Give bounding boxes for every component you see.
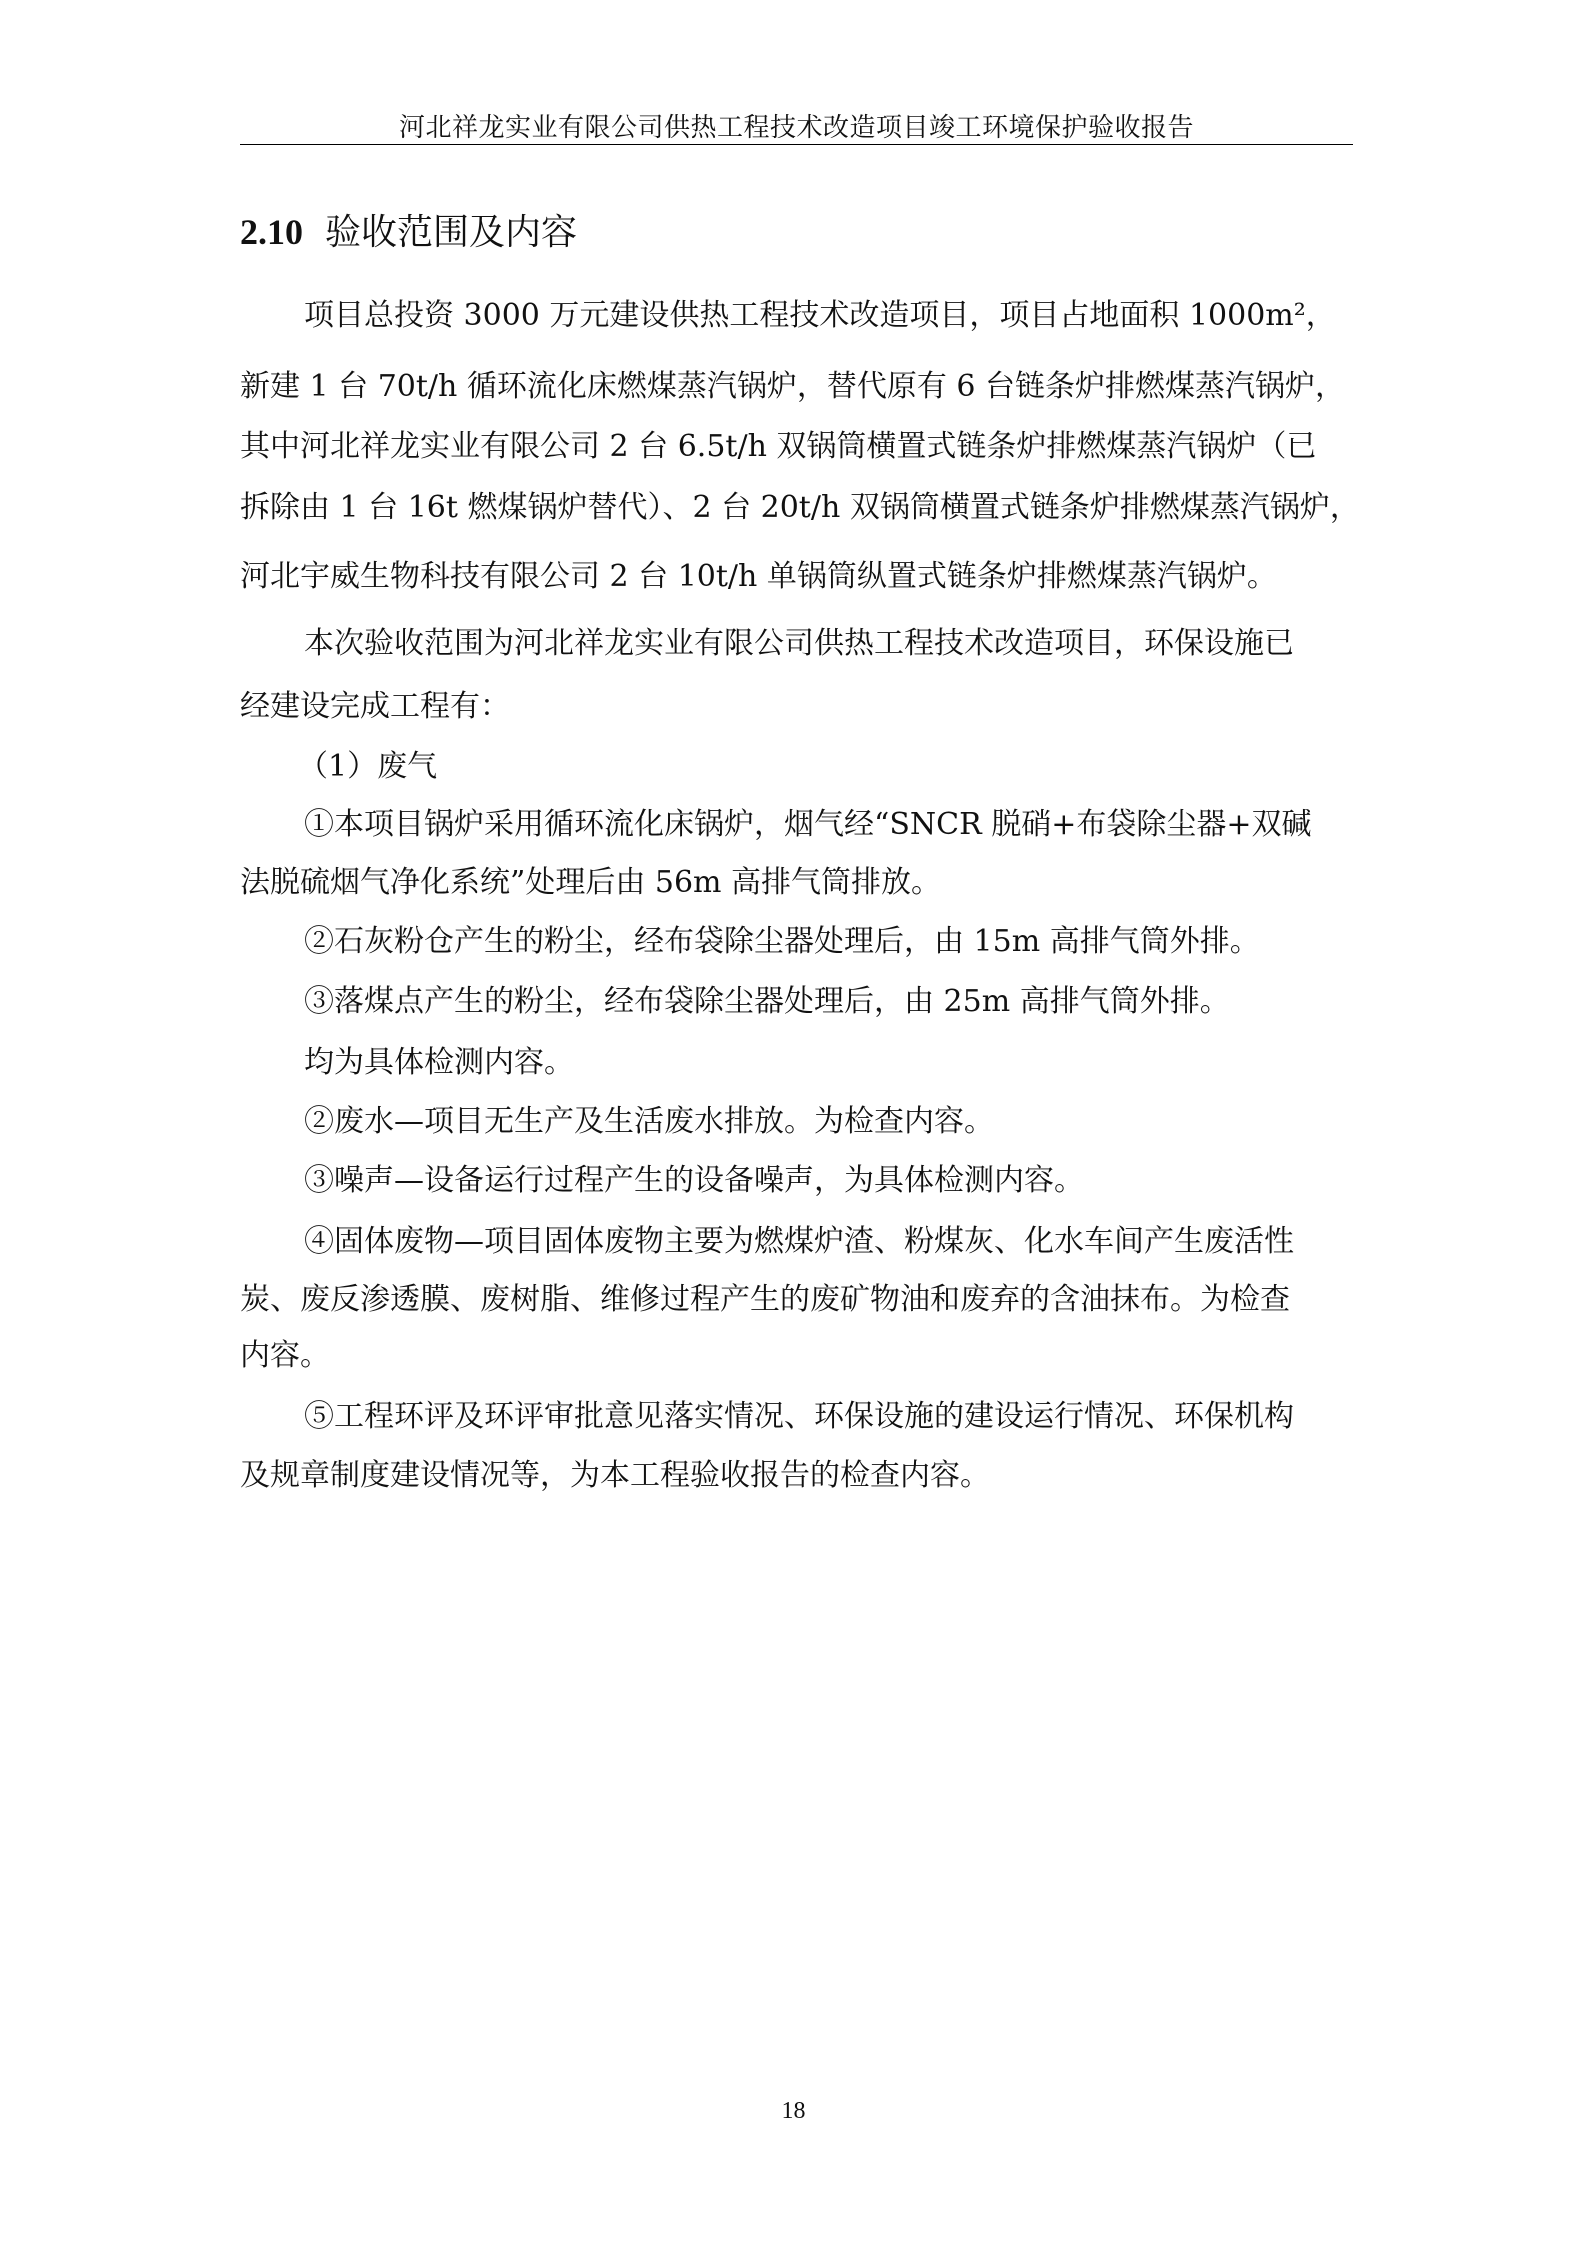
section-heading	[240, 210, 577, 255]
header-divider	[240, 144, 1353, 145]
text-line: 均为具体检测内容。	[304, 1045, 574, 1080]
text-line: ④固体废物—项目固体废物主要为燃煤炉渣、粉煤灰、化水车间产生废活性	[304, 1224, 1294, 1259]
text-line: 拆除由 1 台 16t 燃煤锅炉替代）、2 台 20t/h 双锅筒横置式链条炉排燃煤蒸汽锅炉，	[240, 490, 1360, 525]
text-line: 经建设完成工程有：	[240, 689, 510, 724]
page-header-title: 河北祥龙实业有限公司供热工程技术改造项目竣工环境保护验收报告	[398, 113, 1194, 143]
text-line: 其中河北祥龙实业有限公司 2 台 6.5t/h 双锅筒横置式链条炉排燃煤蒸汽锅炉（已	[240, 429, 1317, 464]
text-line: 河北宇威生物科技有限公司 2 台 10t/h 单锅筒纵置式链条炉排燃煤蒸汽锅炉。	[240, 559, 1277, 594]
text-line: ①本项目锅炉采用循环流化床锅炉，烟气经“SNCR 脱硝+布袋除尘器+双碱	[304, 807, 1312, 842]
text-line: 内容。	[240, 1338, 330, 1373]
text-line: ③落煤点产生的粉尘，经布袋除尘器处理后，由 25m 高排气筒外排。	[304, 984, 1230, 1019]
text-line: 炭、废反渗透膜、废树脂、维修过程产生的废矿物油和废弃的含油抹布。为检查	[240, 1282, 1290, 1317]
text-line: 法脱硫烟气净化系统”处理后由 56m 高排气筒排放。	[240, 865, 942, 900]
text-line: ②废水—项目无生产及生活废水排放。为检查内容。	[304, 1104, 994, 1139]
text-line: 项目总投资 3000 万元建设供热工程技术改造项目，项目占地面积 1000m²，	[304, 298, 1336, 333]
text-line: ②石灰粉仓产生的粉尘，经布袋除尘器处理后，由 15m 高排气筒外排。	[304, 924, 1260, 959]
section-title: 验收范围及内容	[325, 212, 578, 253]
text-line: ③噪声—设备运行过程产生的设备噪声，为具体检测内容。	[304, 1163, 1084, 1198]
text-line: 及规章制度建设情况等，为本工程验收报告的检查内容。	[240, 1458, 990, 1493]
text-line: 新建 1 台 70t/h 循环流化床燃煤蒸汽锅炉，替代原有 6 台链条炉排燃煤蒸汽锅炉，	[240, 369, 1346, 404]
text-line: ⑤工程环评及环评审批意见落实情况、环保设施的建设运行情况、环保机构	[304, 1399, 1294, 1434]
section-number: 2.10	[240, 212, 303, 252]
text-line: （1）废气	[298, 749, 438, 784]
text-line: 本次验收范围为河北祥龙实业有限公司供热工程技术改造项目，环保设施已	[304, 626, 1294, 661]
page-number: 18	[781, 2098, 806, 2124]
